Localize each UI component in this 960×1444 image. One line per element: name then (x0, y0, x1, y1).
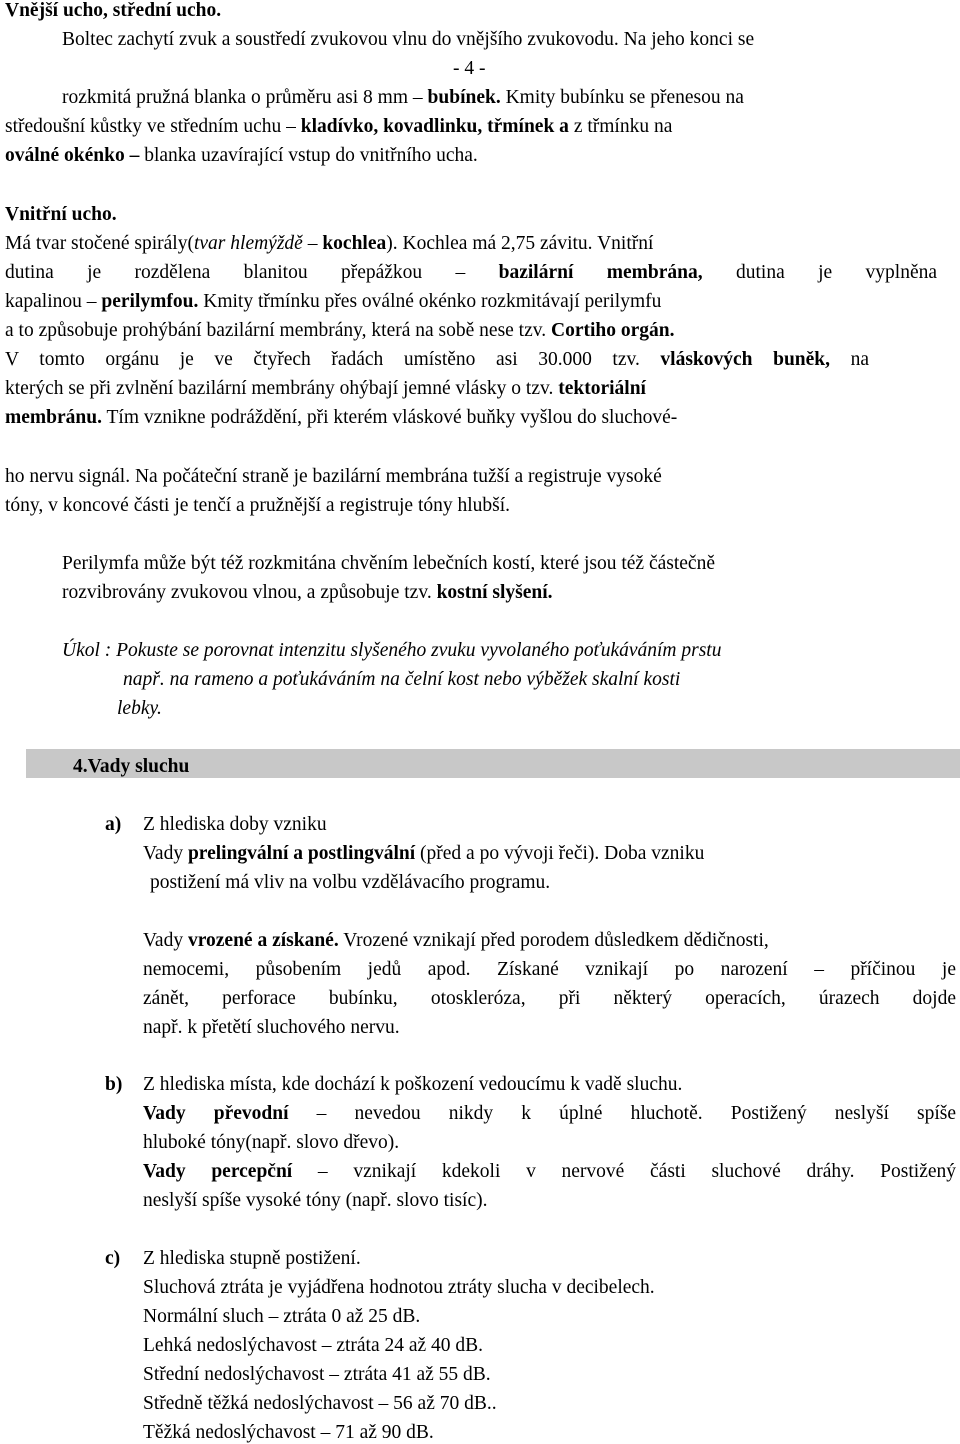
a-line-5: zánět, perforace bubínku, otoskleróza, při některý operacích, úrazech dojde (143, 988, 956, 1009)
task-line-2: např. na rameno a poťukáváním na čelní kost nebo výběžek skalní kosti (123, 669, 681, 690)
b-line-4: neslyší spíše vysoké tóny (např. slovo tisíc). (143, 1190, 488, 1211)
b-title: Z hlediska místa, kde dochází k poškození vedoucímu k vadě sluchu. (143, 1074, 683, 1095)
page-number: - 4 - (453, 58, 486, 79)
term-oval-window: oválné okénko – (5, 145, 145, 166)
inner-ear-line-1: Má tvar stočené spirály(tvar hlemýždě – kochlea). Kochlea má 2,75 závitu. Vnitřní (5, 233, 654, 254)
task-line-3: lebky. (117, 698, 162, 719)
c-line-5: Středně těžká nedoslýchavost – 56 až 70 dB.. (143, 1393, 497, 1414)
heading-outer-ear: Vnější ucho, střední ucho. (5, 0, 222, 21)
term-ossicles: kladívko, kovadlinku, třmínek a (300, 116, 569, 137)
task-line-1: Úkol : Pokuste se porovnat intenzitu slyšeného zvuku vyvolaného poťukáváním prstu (62, 640, 722, 661)
list-marker-a: a) (105, 814, 122, 835)
a-line-6: např. k přetětí sluchového nervu. (143, 1017, 400, 1038)
list-marker-b: b) (105, 1074, 123, 1095)
c-line-3: Lehká nedoslýchavost – ztráta 24 až 40 dB. (143, 1335, 484, 1356)
inner-ear-line-9: tóny, v koncové části je tenčí a pružnější a registruje tóny hlubší. (5, 495, 511, 516)
outer-ear-line-3: středoušní kůstky ve středním uchu – kladívko, kovadlinku, třmínek a z třmínku na (5, 116, 673, 137)
b-line-1: Vady převodní – nevedou nikdy k úplné hluchotě. Postižený neslyší spíše (143, 1103, 956, 1124)
c-line-1: Sluchová ztráta je vyjádřena hodnotou ztráty slucha v decibelech. (143, 1277, 655, 1298)
outer-ear-line-2: rozkmitá pružná blanka o průměru asi 8 mm – bubínek. Kmity bubínku se přenesou na (62, 87, 744, 108)
term-kostni-slyseni: kostní slyšení. (436, 582, 553, 603)
inner-ear-line-3: kapalinou – perilymfou. Kmity třmínku přes oválné okénko rozkmitávají perilymfu (5, 291, 662, 312)
inner-ear-line-2: dutina je rozdělena blanitou přepážkou – bazilární membrána, dutina je vyplněna (5, 262, 937, 283)
b-line-2: hluboké tóny(např. slovo dřevo). (143, 1132, 400, 1153)
a-line-1: Vady prelingvální a postlingvální (před a po vývoji řeči). Doba vzniku (143, 843, 705, 864)
b-line-3: Vady percepční – vznikají kdekoli v nervové části sluchové dráhy. Postižený (143, 1161, 956, 1182)
inner-ear-line-5: V tomto orgánu je ve čtyřech řadách umístěno asi 30.000 tzv. vláskových buněk, na (5, 349, 869, 370)
a-line-4: nemocemi, působením jedů apod. Získané vznikají po narození – příčinou je (143, 959, 956, 980)
term-bubinek: bubínek. (427, 87, 501, 108)
c-line-4: Střední nedoslýchavost – ztráta 41 až 55 dB. (143, 1364, 491, 1385)
bone-line-2: rozvibrovány zvukovou vlnou, a způsobuje tzv. kostní slyšení. (62, 582, 553, 603)
list-marker-c: c) (105, 1248, 121, 1269)
a-title: Z hlediska doby vzniku (143, 814, 327, 835)
c-title: Z hlediska stupně postižení. (143, 1248, 361, 1269)
outer-ear-line-4: oválné okénko – blanka uzavírající vstup do vnitřního ucha. (5, 145, 478, 166)
section-number: 4. (73, 756, 88, 777)
c-line-2: Normální sluch – ztráta 0 až 25 dB. (143, 1306, 421, 1327)
term-kochlea: kochlea (322, 233, 387, 254)
bone-line-1: Perilymfa může být též rozkmitána chvěním lebečních kostí, které jsou též částečně (62, 553, 715, 574)
outer-ear-line-1: Boltec zachytí zvuk a soustředí zvukovou vlnu do vnějšího zvukovodu. Na jeho konci se (62, 29, 755, 50)
inner-ear-line-4: a to způsobuje prohýbání bazilární membrány, která na sobě nese tzv. Cortiho orgán. (5, 320, 675, 341)
section-title: Vady sluchu (87, 756, 190, 777)
inner-ear-line-8: ho nervu signál. Na počáteční straně je bazilární membrána tužší a registruje vysoké (5, 466, 662, 487)
inner-ear-line-6: kterých se při zvlnění bazilární membrány ohýbají jemné vlásky o tzv. tektoriální (5, 378, 646, 399)
heading-inner-ear: Vnitřní ucho. (5, 204, 117, 225)
a-line-2: postižení má vliv na volbu vzdělávacího programu. (150, 872, 551, 893)
section-heading (73, 757, 189, 777)
c-line-6: Těžká nedoslýchavost – 71 až 90 dB. (143, 1422, 434, 1443)
inner-ear-line-7: membránu. Tím vznikne podráždění, při kterém vláskové buňky vyšlou do sluchové- (5, 407, 678, 428)
a-line-3: Vady vrozené a získané. Vrozené vznikají před porodem důsledkem dědičnosti, (143, 930, 769, 951)
